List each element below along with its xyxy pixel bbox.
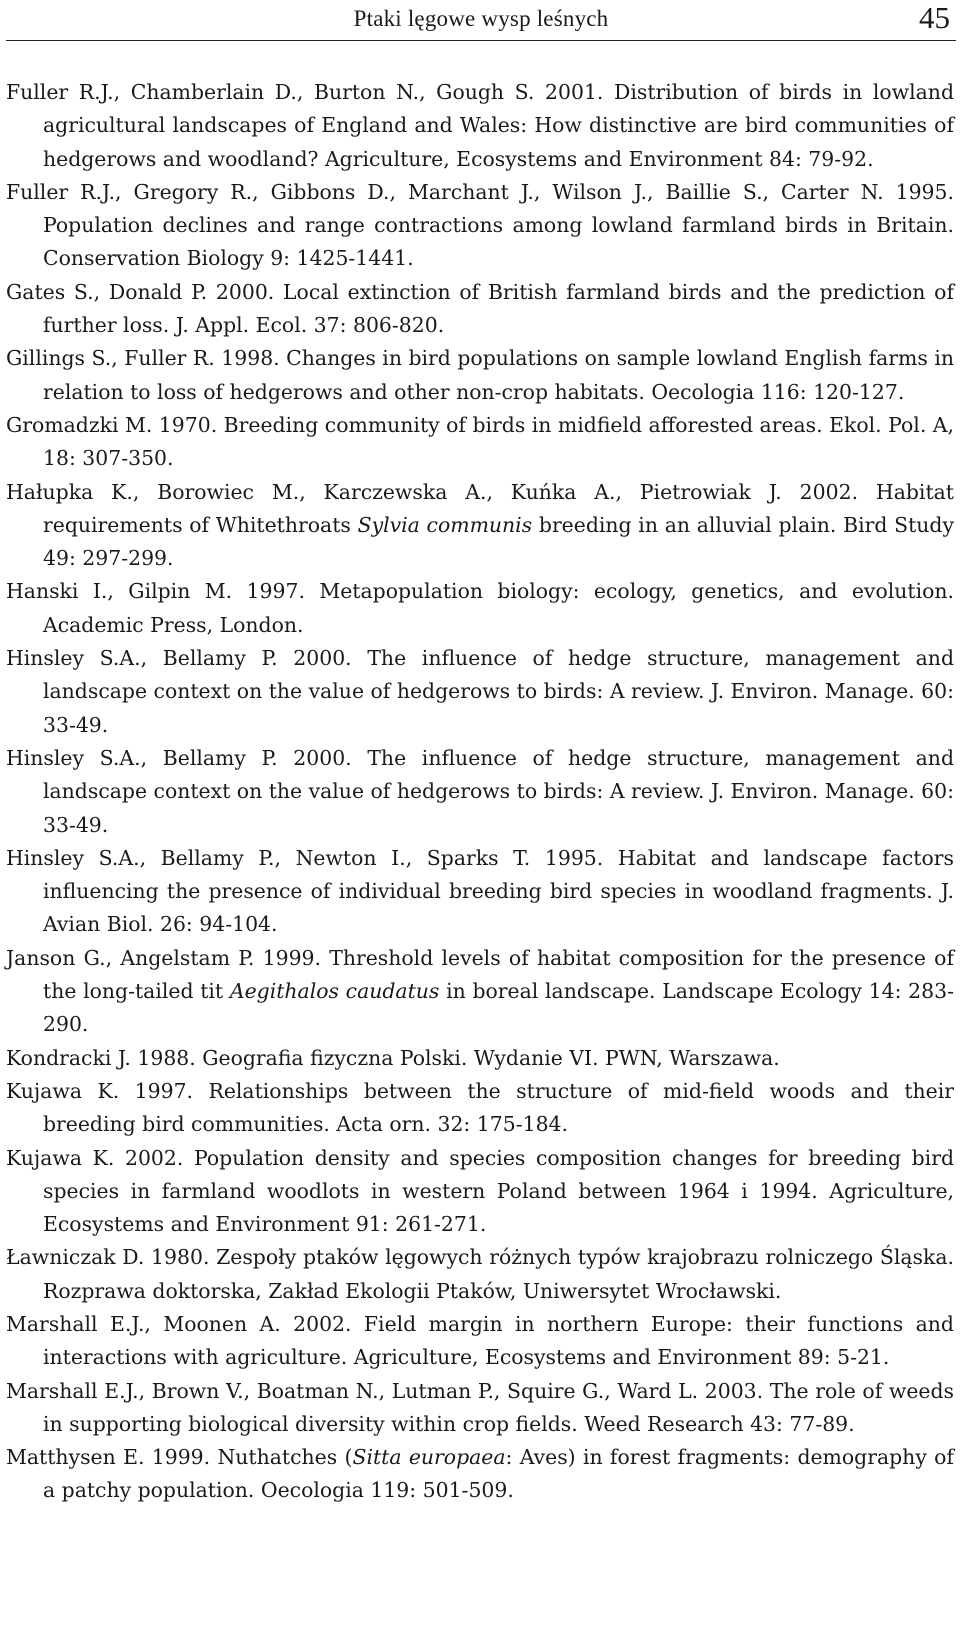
reference-text: Hanski I., Gilpin M. 1997. Metapopulation biology: ecology, genetics, and evolution. Academic Press, London. <box>6 579 954 637</box>
reference-text: Gromadzki M. 1970. Breeding community of birds in midfield afforested areas. Ekol. Pol. A, 18: 307-350. <box>6 412 954 471</box>
reference-entry <box>6 642 954 742</box>
species-name: Sylvia communis <box>357 512 533 537</box>
running-title: Ptaki lęgowe wysp leśnych <box>353 6 609 31</box>
species-name: Aegithalos caudatus <box>229 979 440 1004</box>
reference-text: Kujawa K. 1997. Relationships between the structure of mid-field woods and their breeding bird communities. Acta orn. 32: 175-184. <box>6 1078 954 1137</box>
reference-entry <box>6 1142 954 1242</box>
reference-text-continued: in boreal landscape. Landscape Ecology 14: 283-290. <box>43 979 954 1037</box>
reference-entry <box>6 1075 954 1142</box>
reference-entry <box>6 276 954 343</box>
reference-text: Matthysen E. 1999. Nuthatches ( <box>6 1445 353 1470</box>
reference-text: Ławniczak D. 1980. Zespoły ptaków lęgowych różnych typów krajobrazu rolniczego Śląska. Rozprawa doktorska, Zakład Ekologii Ptaków, Uniwersytet Wrocławski. <box>6 1245 954 1303</box>
reference-text: Hinsley S.A., Bellamy P. 2000. The influence of hedge structure, management and landscape context on the value of hedgerows to birds: A review. J. Environ. Manage. 60: 33-49. <box>6 745 954 837</box>
reference-text: Hinsley S.A., Bellamy P. 2000. The influence of hedge structure, management and landscape context on the value of hedgerows to birds: A review. J. Environ. Manage. 60: 33-49. <box>6 646 954 737</box>
reference-text: Kondracki J. 1988. Geografia fizyczna Polski. Wydanie VI. PWN, Warszawa. <box>6 1045 780 1070</box>
reference-text: Fuller R.J., Gregory R., Gibbons D., Marchant J., Wilson J., Baillie S., Carter N. 1995. Population declines and range contractions among lowland farmland birds in Britain. Conservation Biology 9: 1425-1441. <box>6 179 954 271</box>
reference-entry <box>6 842 954 942</box>
reference-entry <box>6 1241 954 1308</box>
reference-entry <box>6 575 954 642</box>
reference-text: Gillings S., Fuller R. 1998. Changes in bird populations on sample lowland English farms in relation to loss of hedgerows and other non-crop habitats. Oecologia 116: 120-127. <box>6 346 954 404</box>
reference-text: Fuller R.J., Chamberlain D., Burton N., Gough S. 2001. Distribution of birds in lowland agricultural landscapes of England and Wales: How distinctive are bird communities of hedgerows and woodland? Agriculture, Ecosystems and Environment 84: 79-92. <box>6 80 954 171</box>
reference-text: Hinsley S.A., Bellamy P., Newton I., Sparks T. 1995. Habitat and landscape factors influencing the presence of individual breeding bird species in woodland fragments. J. Avian Biol. 26: 94-104. <box>6 845 954 937</box>
reference-text: Janson G., Angelstam P. 1999. Threshold levels of habitat composition for the presence of the long-tailed tit <box>6 945 954 1004</box>
reference-entry <box>6 1308 954 1375</box>
page-header <box>6 0 956 41</box>
reference-entry <box>6 942 954 1042</box>
reference-text: Marshall E.J., Brown V., Boatman N., Lutman P., Squire G., Ward L. 2003. The role of weeds in supporting biological diversity within crop fields. Weed Research 43: 77-89. <box>6 1378 954 1436</box>
reference-entry <box>6 342 954 409</box>
reference-text: Gates S., Donald P. 2000. Local extinction of British farmland birds and the prediction of further loss. J. Appl. Ecol. 37: 806-820. <box>6 279 954 338</box>
reference-entry <box>6 176 954 276</box>
reference-entry <box>6 409 954 476</box>
reference-entry <box>6 742 954 842</box>
reference-text: Hałupka K., Borowiec M., Karczewska A., Kuńka A., Pietrowiak J. 2002. Habitat requirements of Whitethroats <box>6 479 954 537</box>
reference-entry <box>6 76 954 176</box>
reference-list <box>6 76 954 1508</box>
reference-text-continued: breeding in an alluvial plain. Bird Study 49: 297-299. <box>43 512 954 571</box>
species-name: Sitta europaea <box>352 1445 506 1470</box>
reference-entry <box>6 1375 954 1442</box>
reference-entry <box>6 476 954 576</box>
reference-text-continued: : Aves) in forest fragments: demography of a patchy population. Oecologia 119: 501-509. <box>43 1445 954 1503</box>
page-number: 45 <box>919 0 950 35</box>
reference-text: Kujawa K. 2002. Population density and species composition changes for breeding bird species in farmland woodlots in western Poland between 1964 i 1994. Agriculture, Ecosystems and Environment 91: 261-271. <box>6 1145 954 1237</box>
reference-entry <box>6 1042 954 1075</box>
reference-text: Marshall E.J., Moonen A. 2002. Field margin in northern Europe: their functions and interactions with agriculture. Agriculture, Ecosystems and Environment 89: 5-21. <box>6 1311 954 1370</box>
reference-entry <box>6 1441 954 1508</box>
